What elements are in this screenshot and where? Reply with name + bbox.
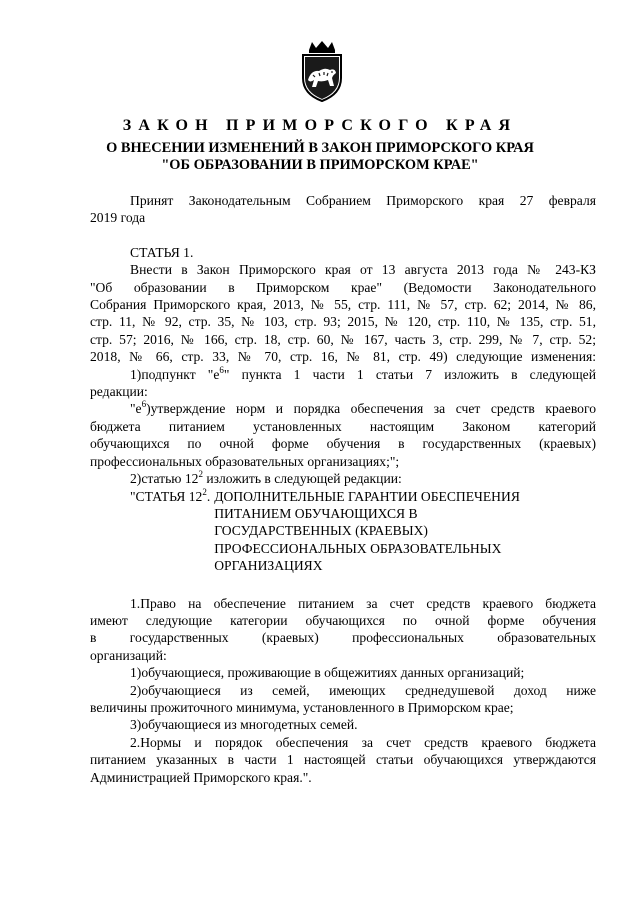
subtitle-line: "ОБ ОБРАЗОВАНИИ В ПРИМОРСКОМ КРАЕ" bbox=[161, 157, 479, 173]
intro-line: "Об образовании в Приморском крае" (Ведомости Законодательного bbox=[90, 279, 596, 295]
part-2-line: питанием указанных в части 1 настоящей статьи обучающихся утверждаются bbox=[90, 752, 596, 768]
amendment-item-1: 1)подпункт "$е^6$" пункта 1 части 1 статьи 7 изложить в следующей bbox=[130, 364, 596, 382]
part-2-line: 2.Нормы и порядок обеспечения за счет средств краевого бюджета bbox=[130, 734, 596, 750]
article-12-2-title: ДОПОЛНИТЕЛЬНЫЕ ГАРАНТИИ ОБЕСПЕЧЕНИЯ ПИТАНИЕМ ОБУЧАЮЩИХСЯ В ГОСУДАРСТВЕННЫХ (КРАЕВЫХ) ПРОФЕССИОНАЛЬНЫХ ОБРАЗОВАТЕЛЬНЫХ ОРГАНИЗАЦИЯХ bbox=[214, 488, 520, 574]
intro-line: 2018, № 66, стр. 33, № 70, стр. 16, № 81, стр. 49) следующие изменения: bbox=[90, 349, 596, 365]
part-1-line: организаций: bbox=[90, 647, 167, 663]
category-item-1: 1)обучающиеся, проживающие в общежитиях данных организаций; bbox=[130, 665, 525, 681]
part-2-line: Администрацией Приморского края.". bbox=[90, 769, 312, 785]
adoption-line: 2019 года bbox=[90, 210, 146, 226]
adoption-line: Принят Законодательным Собранием Приморского края 27 февраля bbox=[130, 193, 596, 208]
category-item-2: 2)обучающиеся из семей, имеющих среднедушевой доход ниже bbox=[130, 682, 596, 698]
subtitle-line: О ВНЕСЕНИИ ИЗМЕНЕНИЙ В ЗАКОН ПРИМОРСКОГО КРАЯ bbox=[106, 140, 534, 156]
article-12-2-heading bbox=[90, 488, 596, 575]
category-item-3: 3)обучающиеся из многодетных семей. bbox=[130, 717, 358, 733]
quoted-subitem: "$е^6)утверждение$ норм и порядка обеспечения за счет средств краевого bbox=[130, 399, 596, 417]
document-body bbox=[90, 192, 596, 786]
law-title: ЗАКОН ПРИМОРСКОГО КРАЯ bbox=[122, 117, 518, 134]
intro-line: Внести в Закон Приморского края от 13 августа 2013 года № 243-КЗ bbox=[130, 262, 596, 278]
quoted-subitem-line: обучающихся по очной форме обучения в государственных (краевых) bbox=[90, 436, 596, 452]
category-item-2-cont: величины прожиточного минимума, установленного в Приморском крае; bbox=[90, 699, 514, 715]
intro-line: стр. 11, № 92, стр. 35, № 103, стр. 93; 2015, № 120, стр. 110, № 135, стр. 51, bbox=[90, 314, 596, 330]
amendment-item-2: 2)статью $12^2$ изложить в следующей редакции: bbox=[130, 469, 402, 487]
quoted-subitem-line: профессиональных образовательных организациях;"; bbox=[90, 453, 400, 469]
intro-line: стр. 57; 2016, № 166, стр. 18, стр. 60, № 167, часть 3, стр. 299, № 7, стр. 52; bbox=[90, 331, 596, 347]
article-heading: СТАТЬЯ 1. bbox=[130, 244, 194, 260]
primorsky-krai-coat-of-arms-tiger-icon bbox=[299, 40, 345, 102]
article-12-2-label: "СТАТЬЯ $12^2$. bbox=[130, 486, 211, 504]
part-1-line: в государственных (краевых) профессиональных образовательных bbox=[90, 630, 596, 646]
amendment-item-1-cont: редакции: bbox=[90, 384, 148, 400]
intro-line: Собрания Приморского края, 2013, № 55, стр. 111, № 57, стр. 62; 2014, № 86, bbox=[90, 297, 596, 313]
part-1-line: имеют следующие категории обучающихся по очной форме обучения bbox=[90, 612, 596, 628]
quoted-subitem-line: бюджета питанием установленных настоящим Законом категорий bbox=[90, 418, 596, 434]
law-subtitle bbox=[60, 140, 580, 174]
part-1-line: 1.Право на обеспечение питанием за счет средств краевого бюджета bbox=[130, 595, 596, 611]
